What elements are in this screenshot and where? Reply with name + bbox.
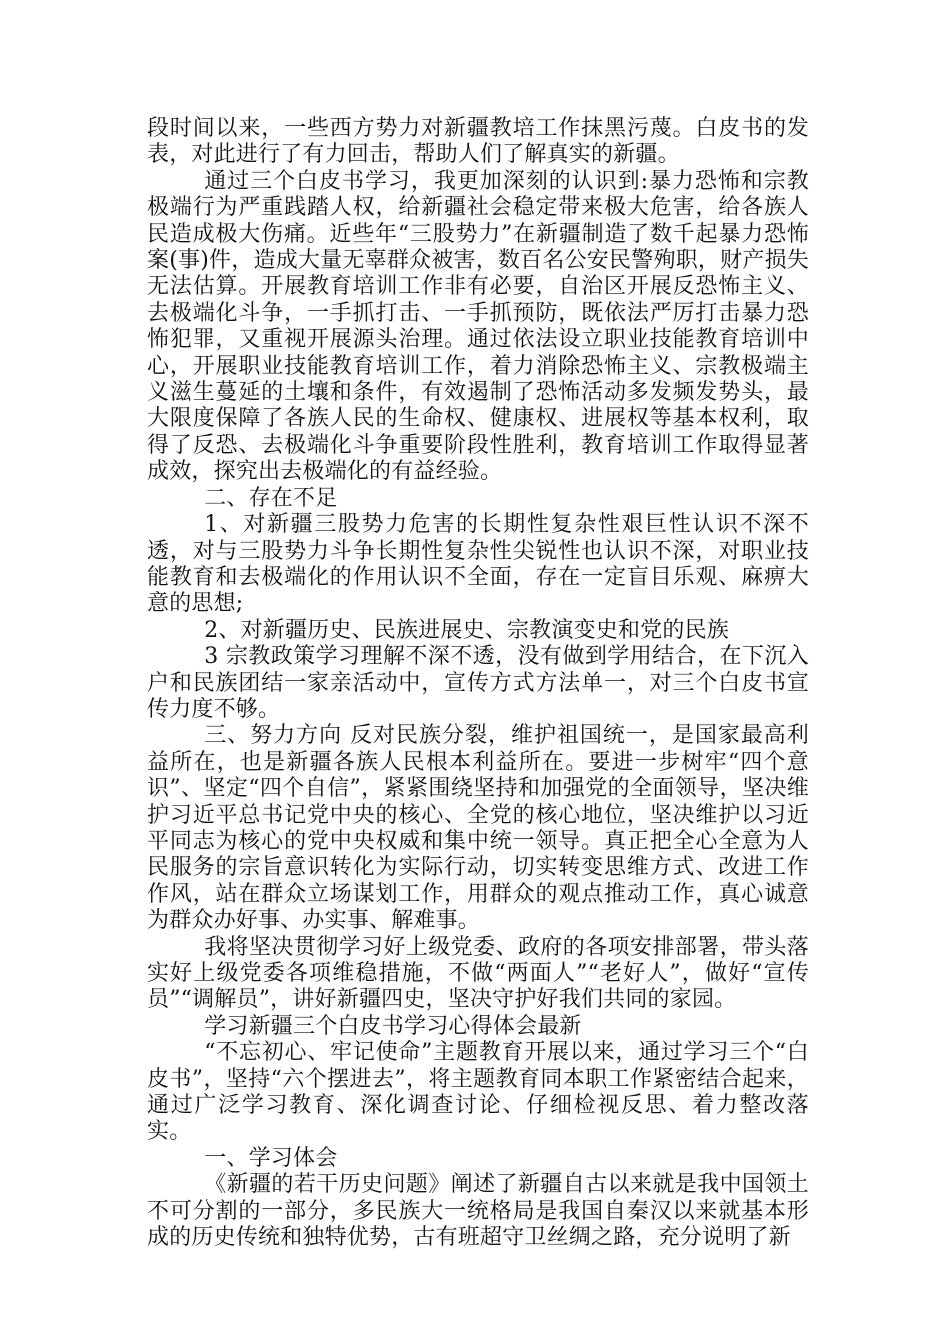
paragraph-5: 2、对新疆历史、民族进展史、宗教演变史和党的民族 bbox=[204, 617, 729, 643]
paragraph-12: 《新疆的若干历史问题》阐述了新疆自古以来就是我中国领土不可分割的一部分，多民族大一统格局是我国自秦汉以来就基本形成的历史传统和独特优势，古有班超守卫丝绸之路，充分说明了新 bbox=[147, 1172, 809, 1251]
paragraph-1: 段时间以来，一些西方势力对新疆教培工作抹黑污蔑。白皮书的发表，对此进行了有力回击，帮助人们了解真实的新疆。 bbox=[147, 116, 809, 168]
document-body bbox=[147, 116, 809, 1251]
section-heading-learning: 一、学习体会 bbox=[204, 1145, 338, 1171]
paragraph-6: 3 宗教政策学习理解不深不透，没有做到学用结合，在下沉入户和民族团结一家亲活动中，宣传方式方法单一，对三个白皮书宣传力度不够。 bbox=[147, 644, 809, 722]
section-heading-shortcomings: 二、存在不足 bbox=[204, 485, 338, 511]
section-title-study-notes: 学习新疆三个白皮书学习心得体会最新 bbox=[204, 1013, 582, 1039]
paragraph-10: “不忘初心、牢记使命”主题教育开展以来，通过学习三个“白皮书”，坚持“六个摆进去”，将主题教育同本职工作紧密结合起来，通过广泛学习教育、深化调查讨论、仔细检视反思、着力整改落实。 bbox=[147, 1040, 809, 1145]
paragraph-8: 我将坚决贯彻学习好上级党委、政府的各项安排部署，带头落实好上级党委各项维稳措施，不做“两面人”“老好人”，做好“宣传员”“调解员”，讲好新疆四史，坚决守护好我们共同的家园。 bbox=[147, 934, 809, 1013]
paragraph-2: 通过三个白皮书学习，我更加深刻的认识到:暴力恐怖和宗教极端行为严重践踏人权，给新疆社会稳定带来极大危害，给各族人民造成极大伤痛。近些年“三股势力”在新疆制造了数千起暴力恐怖案(事)件，造成大量无辜群众被害，数百名公安民警殉职，财产损失无法估算。开展教育培训工作非有必要，自治区开展反恐怖主义、去极端化斗争，一手抓打击、一手抓预防，既依法严厉打击暴力恐怖犯罪，又重视开展源头治理。通过依法设立职业技能教育培训中心，开展职业技能教育培训工作，着力消除恐怖主义、宗教极端主义滋生蔓延的土壤和条件，有效遏制了恐怖活动多发频发势头，最大限度保障了各族人民的生命权、健康权、进展权等基本权利，取得了反恐、去极端化斗争重要阶段性胜利，教育培训工作取得显著成效，探究出去极端化的有益经验。 bbox=[147, 168, 809, 485]
paragraph-7: 三、努力方向 反对民族分裂，维护祖国统一，是国家最高利益所在，也是新疆各族人民根本利益所在。要进一步树牢“四个意识”、坚定“四个自信”，紧紧围绕坚持和加强党的全面领导，坚决维护习近平总书记党中央的核心、全党的核心地位，坚决维护以习近平同志为核心的党中央权威和集中统一领导。真正把全心全意为人民服务的宗旨意识转化为实际行动，切实转变思维方式、改进工作作风，站在群众立场谋划工作，用群众的观点推动工作，真心诚意为群众办好事、办实事、解难事。 bbox=[147, 723, 809, 934]
paragraph-4: 1、对新疆三股势力危害的长期性复杂性艰巨性认识不深不透，对与三股势力斗争长期性复杂性尖锐性也认识不深，对职业技能教育和去极端化的作用认识不全面，存在一定盲目乐观、麻痹大意的思想; bbox=[147, 512, 809, 617]
